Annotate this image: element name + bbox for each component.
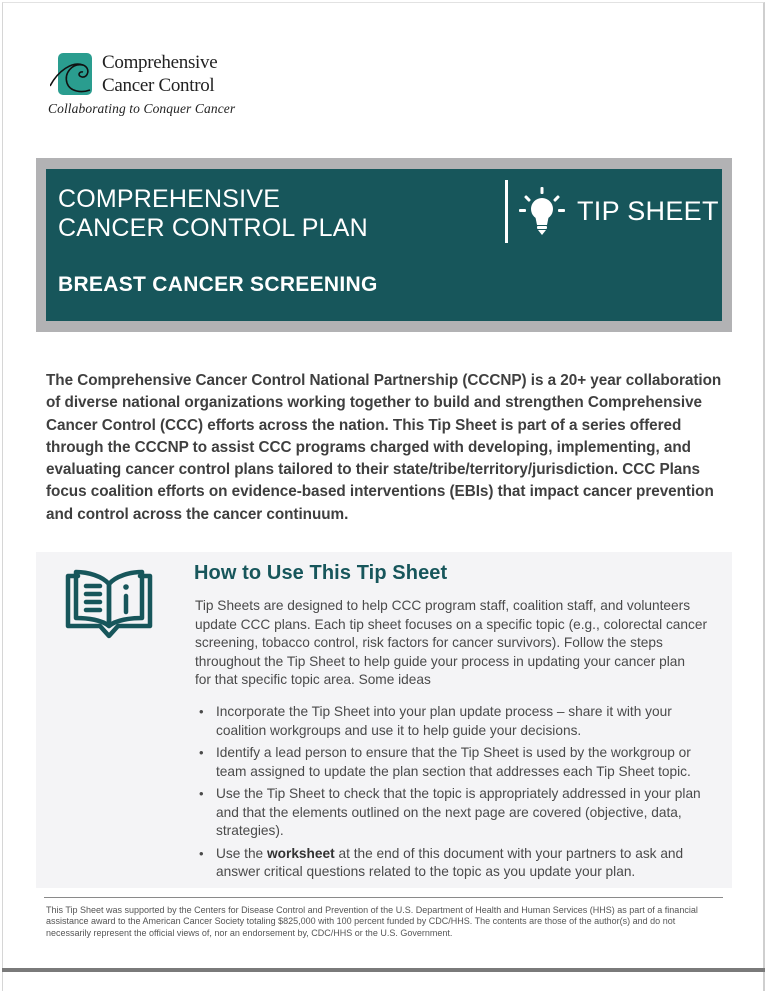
swirl-logo-icon [50, 53, 92, 95]
logo-line-1: Comprehensive [102, 52, 218, 73]
bullet-dot: • [199, 845, 204, 861]
body-line: screening, tobacco control, risk factors for cancer survivors). Follow the steps [195, 635, 663, 650]
disclaimer-line: necessarily represent the official views of, nor an endorsement by, CDC/HHS or the U.S. Government. [46, 927, 453, 938]
bullet-line: and that the elements outlined on the next page are covered (objective, data, [216, 804, 682, 820]
bullet-line: coalition workgroups and use it to help guide your decisions. [216, 722, 582, 738]
bullet-item [195, 845, 725, 882]
ccc-logo [36, 50, 236, 120]
body-line: Tip Sheets are designed to help CCC program staff, coalition staff, and volunteers [195, 598, 691, 613]
page-bottom-bar [2, 968, 765, 972]
bullet-line: Use the Tip Sheet to check that the topic is appropriately addressed in your plan [216, 786, 701, 801]
bullet-line: Incorporate the Tip Sheet into your plan update process – share it with your [216, 704, 672, 719]
intro-line: of diverse national organizations working together to build and strengthen Comprehensive [46, 394, 702, 412]
banner-divider [505, 180, 508, 243]
bullet-item [195, 744, 725, 781]
logo-tagline: Collaborating to Conquer Cancer [48, 101, 236, 116]
bullet-item [195, 785, 725, 841]
worksheet-emphasis: worksheet [266, 845, 335, 861]
banner-frame [36, 158, 732, 332]
intro-paragraph [46, 370, 736, 526]
document-title [58, 185, 368, 243]
bullet-item [195, 703, 725, 740]
bullet-line: strategies). [216, 823, 284, 838]
document-subtitle: BREAST CANCER SCREENING [58, 273, 378, 296]
intro-line: through the CCCNP to assist CCC programs charged with developing, implementing, and [46, 438, 691, 456]
bullet-dot: • [199, 786, 204, 801]
logo-line-2: Cancer Control [102, 75, 215, 96]
intro-line: and control across the cancer continuum. [46, 505, 349, 523]
bullet-dot: • [199, 745, 204, 760]
funding-disclaimer [46, 905, 726, 939]
disclaimer-line: assistance award to the American Cancer Society totaling $825,000 with 100 percent funded by CDC/HHS. The contents are those of the author(s) and do not [46, 916, 676, 927]
bullet-line: team assigned to update the plan section that addresses each Tip Sheet topic. [216, 763, 691, 779]
body-line: throughout the Tip Sheet to help guide your process in updating your cancer plan [195, 653, 686, 669]
bullet-dot: • [199, 704, 204, 719]
tip-sheet-label: TIP SHEET [577, 196, 719, 226]
title-line-1: COMPREHENSIVE [58, 185, 281, 213]
how-to-bullet-list [195, 703, 725, 886]
intro-line: evaluating cancer control plans tailored to their state/tribe/territory/jurisdiction. CCC Plans [46, 461, 701, 479]
open-book-info-icon [64, 564, 154, 640]
bullet-line: answer critical questions related to the topic as you update your plan. [216, 864, 636, 879]
how-to-use-box [36, 552, 732, 888]
bullet-line [216, 845, 725, 864]
body-line: update CCC plans. Each tip sheet focuses on a specific topic (e.g., colorectal cancer [195, 616, 708, 632]
disclaimer-line: This Tip Sheet was supported by the Centers for Disease Control and Prevention of the U.S. Department of Health and Human Services (HHS) as part of a financial [46, 905, 698, 915]
title-banner [46, 169, 722, 321]
how-to-title: How to Use This Tip Sheet [194, 562, 448, 584]
body-line: for that specific topic area. Some ideas [195, 672, 431, 687]
footer-divider [44, 897, 723, 898]
bullet-line: Identify a lead person to ensure that the Tip Sheet is used by the workgroup or [216, 745, 691, 760]
intro-line: focus coalition efforts on evidence-based interventions (EBIs) that impact cancer prevention [46, 483, 714, 501]
bullet-prefix: Use the [216, 845, 267, 861]
intro-line: Cancer Control (CCC) efforts across the nation. This Tip Sheet is part of a series offered [46, 416, 682, 434]
bullet-suffix: at the end of this document with your partners to ask and [334, 845, 684, 861]
how-to-body [195, 597, 725, 690]
title-line-2: CANCER CONTROL PLAN [58, 214, 368, 242]
lightbulb-icon [519, 187, 565, 237]
intro-line: The Comprehensive Cancer Control National Partnership (CCCNP) is a 20+ year collaboration [46, 372, 722, 389]
